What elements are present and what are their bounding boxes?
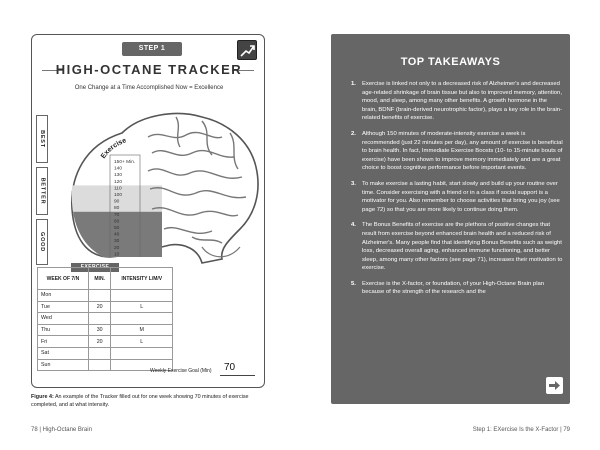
goal-value: 70 — [224, 362, 236, 373]
side-label-better: BETTER — [36, 167, 48, 215]
exercise-arc-label: Exercise — [99, 137, 128, 161]
arrow-right-icon[interactable] — [546, 377, 563, 394]
scale-tick-label: 100 — [114, 193, 123, 198]
figure-caption — [31, 393, 271, 409]
table-header-row — [38, 268, 173, 290]
scale-tick-label: 80 — [114, 206, 120, 212]
scale-tick-label: 70 — [114, 212, 120, 218]
day-cell: Sat — [38, 347, 89, 359]
intensity-cell: L — [111, 336, 173, 348]
goal-label: Weekly Exercise Goal (Min) — [150, 368, 212, 374]
scale-tick-label: 90 — [114, 199, 120, 205]
table-row — [38, 301, 173, 313]
min-cell: 20 — [88, 336, 111, 348]
exercise-table — [37, 267, 173, 371]
scale-tick-label: 150+ Min. — [114, 160, 136, 165]
scale-tick-label: 30 — [114, 239, 120, 245]
scale-tick-label: 110 — [114, 186, 122, 192]
side-labels — [36, 115, 50, 265]
table-row — [38, 313, 173, 325]
item-number: 3. — [351, 180, 356, 187]
min-cell — [88, 290, 111, 302]
day-cell: Mon — [38, 290, 89, 302]
exercise-table-header: EXERCISE — [71, 263, 119, 272]
scale-tick-label: 40 — [114, 232, 120, 238]
day-cell: Wed — [38, 313, 89, 325]
intensity-cell — [111, 347, 173, 359]
goal-underline — [220, 375, 255, 376]
item-number: 5. — [351, 280, 356, 287]
intensity-cell — [111, 313, 173, 325]
item-number: 4. — [351, 222, 356, 229]
brain-illustration — [52, 97, 262, 265]
day-cell: Tue — [38, 301, 89, 313]
day-cell: Sun — [38, 359, 89, 371]
side-label-best: BEST — [36, 115, 48, 163]
table-row — [38, 324, 173, 336]
scale-tick-label: 50 — [114, 226, 120, 231]
item-text: Although 150 minutes of moderate-intensity exercise a week is recommended (just 22 minutes per day), any amount of exercise is beneficial to brain health. In fact, Immediate Exercise Boosts (10- to 15-minute bouts of exercise) have been shown to improve memory immediately and are a great choice to boost cognitive performance before important events. — [362, 130, 563, 172]
trend-up-icon — [237, 40, 257, 60]
item-number: 1. — [351, 81, 356, 87]
list-item — [351, 180, 563, 214]
folio-right: Step 1: EXercise Is the X-Factor | 79 — [472, 427, 570, 433]
list-item — [351, 221, 563, 273]
min-cell — [88, 359, 111, 371]
step-badge: STEP 1 — [122, 42, 182, 56]
scale-tick-label: 10 — [114, 252, 120, 258]
min-cell — [88, 313, 111, 325]
table-row — [38, 347, 173, 359]
list-item — [351, 130, 563, 173]
min-cell — [88, 347, 111, 359]
scale-tick-label: 120 — [114, 179, 123, 185]
tracker-title: HIGH-OCTANE TRACKER — [55, 62, 243, 77]
table-row — [38, 290, 173, 302]
list-item — [351, 280, 563, 297]
col-intensity: INTENSITY L/M/V — [111, 268, 173, 290]
list-item — [351, 80, 563, 123]
takeaways-list — [351, 80, 563, 304]
caption-label: Figure 4: — [31, 394, 54, 400]
item-number: 2. — [351, 130, 356, 137]
item-text: The Bonus Benefits of exercise are the plethora of positive changes that result from exercise beyond enhanced brain health and a reduced risk of Alzheimer's. Many people find that identifying Bonus Benefits such as weight loss, decreased overall aging, enhanced immune functioning, and better sleep, among many other factors (see page 71), increases their motivation to exercise. — [362, 222, 563, 272]
day-cell: Fri — [38, 336, 89, 348]
day-cell: Thu — [38, 324, 89, 336]
col-min: MIN. — [88, 268, 111, 290]
min-cell: 20 — [88, 301, 111, 313]
item-text: Exercise is the X-factor, or foundation, of your High-Octane Brain plan because of the strength of the research and the — [362, 280, 545, 296]
takeaways-title: TOP TAKEAWAYS — [400, 56, 501, 68]
intensity-cell: M — [111, 324, 173, 336]
scale-tick-label: 60 — [114, 219, 120, 225]
scale-tick-label: 20 — [114, 245, 120, 251]
intensity-cell — [111, 290, 173, 302]
table-row — [38, 336, 173, 348]
folio-left: 78 | High-Octane Brain — [31, 427, 92, 433]
col-week: WEEK OF 7/N — [38, 268, 89, 290]
tracker-subtitle: One Change at a Time Accomplished Now = Excellence — [74, 85, 224, 91]
caption-text: An example of the Tracker filled out for one week showing 70 minutes of exercise completed, and at what intensity. — [31, 394, 249, 408]
scale-tick-label: 140 — [114, 166, 123, 172]
tracker-box — [31, 34, 265, 388]
intensity-cell: L — [111, 301, 173, 313]
takeaways-panel — [331, 34, 570, 404]
min-cell: 30 — [88, 324, 111, 336]
item-text: Exercise is linked not only to a decreased risk of Alzheimer's and decreased age-related shrinkage of brain tissue but also to improved memory, attention, mood, and sleep, among many other benefits. A growth hormone in the brain, BDNF (brain-derived neurotrophic factor), plays a key role in the brain-related benefits of exercise. — [362, 81, 563, 122]
scale-tick-label: 130 — [114, 173, 123, 179]
item-text: To make exercise a lasting habit, start slowly and build up your routine over time. Consider exercising with a friend or in a class if social support is a motivator for you. Also remember to choose activities that bring you joy (see page 72) so that you are more likely to continue doing them. — [362, 180, 560, 213]
side-label-good: GOOD — [36, 219, 48, 265]
